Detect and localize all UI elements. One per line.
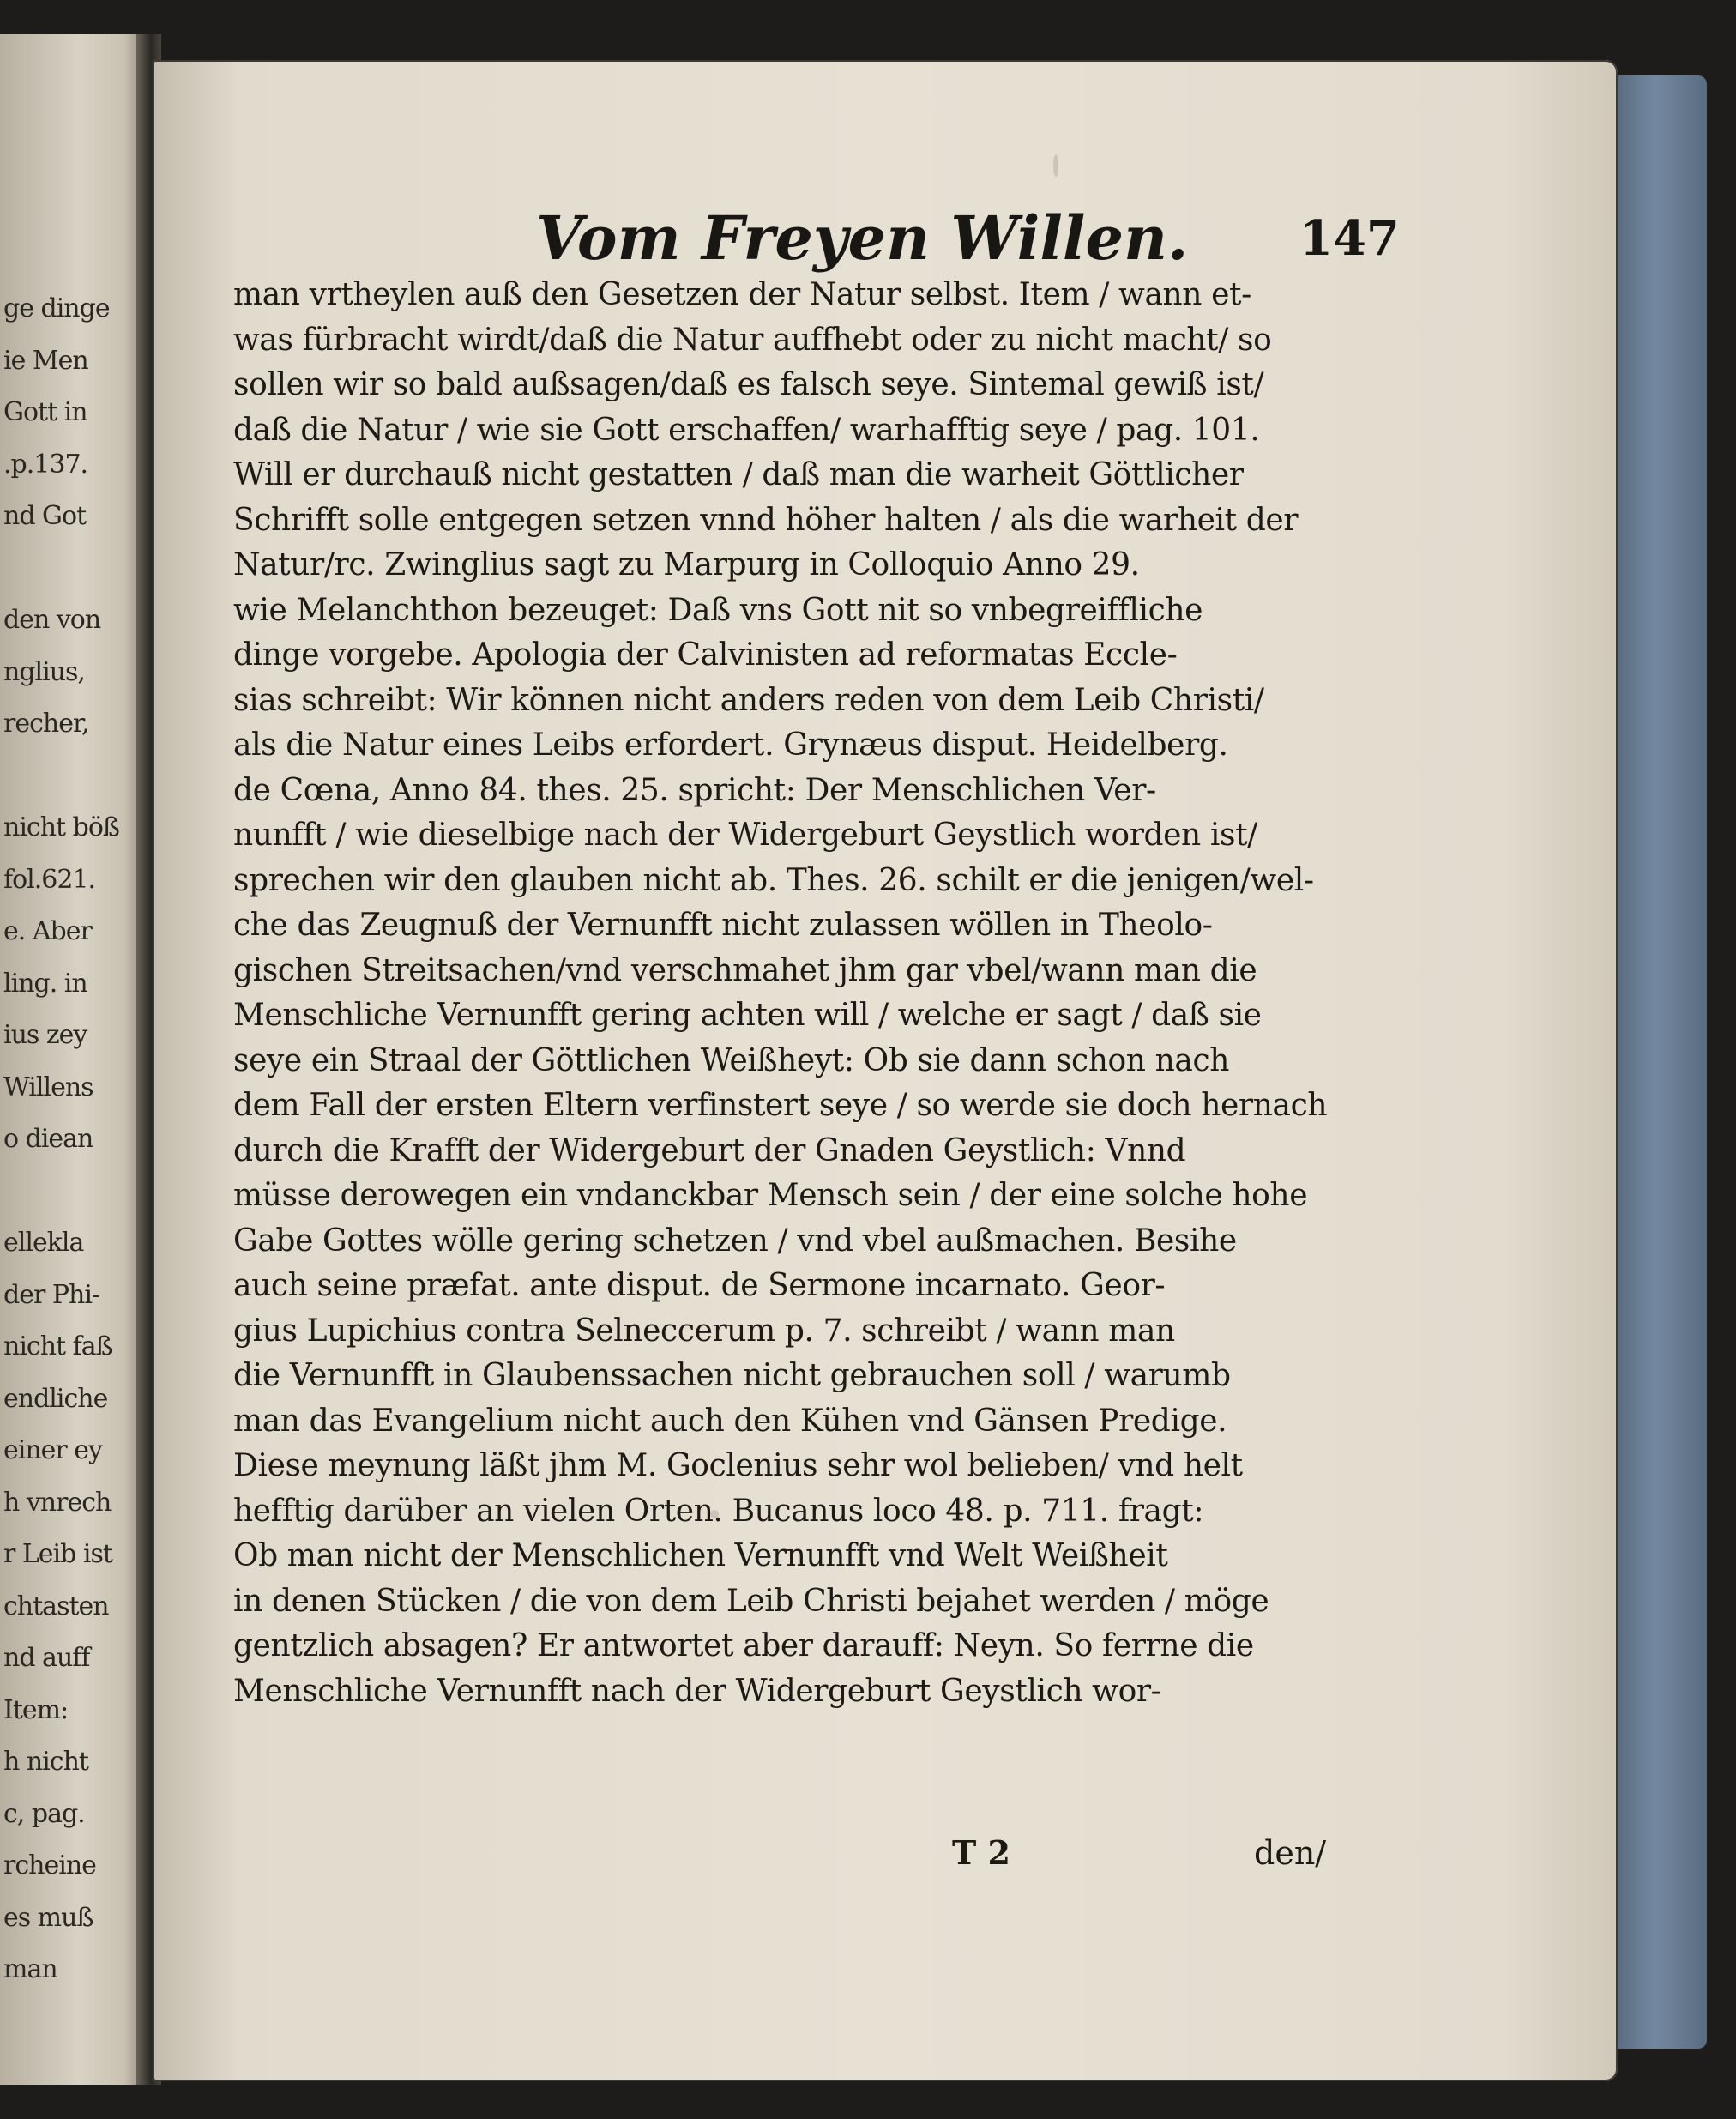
left-margin-line: nicht böß [3, 812, 119, 842]
page-header [347, 125, 1400, 274]
page-number: 147 [1299, 210, 1400, 267]
left-margin-line: endliche [3, 1383, 108, 1414]
text-line: was fürbracht wirdt/daß die Natur auffhebt oder zu nicht macht/ so [233, 322, 1272, 358]
text-line: dinge vorgebe. Apologia der Calvinisten ad reformatas Eccle- [233, 637, 1178, 673]
text-line: seye ein Straal der Göttlichen Weißheyt: Ob sie dann schon nach [233, 1042, 1229, 1078]
text-line: Diese meynung läßt jhm M. Goclenius sehr wol belieben/ vnd helt [233, 1448, 1243, 1483]
left-margin-line: Item: [3, 1694, 69, 1725]
text-line: Gabe Gottes wölle gering schetzen / vnd vbel außmachen. Besihe [233, 1222, 1237, 1259]
left-margin-line [3, 758, 141, 795]
text-line: durch die Krafft der Widergeburt der Gnaden Geystlich: Vnnd [233, 1132, 1186, 1168]
body-text [233, 273, 1328, 1714]
text-line: Menschliche Vernunfft nach der Widergeburt Geystlich wor- [233, 1673, 1161, 1709]
left-margin-line: recher, [3, 709, 89, 739]
text-line: Ob man nicht der Menschlichen Vernunfft vnd Welt Weißheit [233, 1538, 1168, 1573]
left-margin-line: e. Aber [3, 916, 92, 946]
signature-mark: T 2 [952, 1833, 1010, 1872]
text-line: auch seine præfat. ante disput. de Sermone incarnato. Geor- [233, 1268, 1166, 1303]
blue-board-edge [1611, 75, 1707, 2049]
text-line: gius Lupichius contra Selneccerum p. 7. schreibt / wann man [233, 1313, 1175, 1349]
left-margin-line: den von [3, 605, 101, 635]
left-margin-line: man [3, 1954, 57, 1984]
left-margin-line: Willens [3, 1072, 93, 1102]
running-title: Vom Freyen Willen. [536, 202, 1189, 274]
text-line: man das Evangelium nicht auch den Kühen vnd Gänsen Predige. [233, 1403, 1227, 1439]
left-margin-line: o diean [3, 1124, 93, 1154]
text-line: Schrifft solle entgegen setzen vnnd höher halten / als die warheit der [233, 502, 1299, 538]
left-margin-line: .p.137. [3, 449, 88, 480]
text-line: müsse derowegen ein vndanckbar Mensch sein / der eine solche hohe [233, 1178, 1308, 1213]
left-margin-line: ius zey [3, 1020, 87, 1050]
text-line: de Cœna, Anno 84. thes. 25. spricht: Der Menschlichen Ver- [233, 772, 1156, 808]
text-line: die Vernunfft in Glaubenssachen nicht gebrauchen soll / warumb [233, 1358, 1231, 1393]
text-line: gentzlich absagen? Er antwortet aber darauff: Neyn. So ferrne die [233, 1628, 1254, 1663]
left-margin-line: h nicht [3, 1747, 88, 1777]
left-margin-line: rcheine [3, 1850, 96, 1881]
left-margin-line: es muß [3, 1902, 93, 1933]
left-margin-line: nicht faß [3, 1331, 112, 1361]
text-line: wie Melanchthon bezeuget: Daß vns Gott nit so vnbegreiffliche [233, 592, 1203, 628]
text-line: sprechen wir den glauben nicht ab. Thes. 26. schilt er die jenigen/wel- [233, 862, 1314, 898]
left-margin-line: c, pag. [3, 1798, 85, 1829]
left-margin-line: nglius, [3, 656, 85, 687]
left-margin-line: r Leib ist [3, 1539, 112, 1569]
left-margin-line: ge dinge [3, 293, 110, 323]
text-line: Will er durchauß nicht gestatten / daß man die warheit Göttlicher [233, 457, 1244, 492]
left-margin-line: ie Men [3, 345, 88, 376]
left-margin-line: nd auff [3, 1643, 90, 1673]
left-margin-line: ellekla [3, 1228, 84, 1258]
catchword: den/ [1254, 1834, 1327, 1872]
text-line: man vrtheylen auß den Gesetzen der Natur selbst. Item / wann et- [233, 277, 1251, 312]
text-line: sias schreibt: Wir können nicht anders reden von dem Leib Christi/ [233, 682, 1264, 718]
left-margin-line: einer ey [3, 1435, 103, 1465]
left-margin-line: Gott in [3, 397, 87, 427]
text-line: Natur/rc. Zwinglius sagt zu Marpurg in Colloquio Anno 29. [233, 547, 1140, 583]
page-footer [233, 1827, 1327, 1879]
text-line: hefftig darüber an vielen Orten. Bucanus loco 48. p. 711. fragt: [233, 1493, 1204, 1529]
left-margin-line: der Phi- [3, 1279, 100, 1310]
left-margin-line: h vnrech [3, 1487, 112, 1518]
left-margin-line: ling. in [3, 968, 87, 999]
text-line: gischen Streitsachen/vnd verschmahet jhm gar vbel/wann man die [233, 952, 1257, 988]
left-margin-line: fol.621. [3, 864, 96, 895]
left-margin-line [3, 550, 141, 588]
left-page-fragment [0, 34, 146, 2085]
text-line: dem Fall der ersten Eltern verfinstert seye / so werde sie doch hernach [233, 1088, 1328, 1123]
left-margin-line: nd Got [3, 501, 87, 531]
text-line: Menschliche Vernunfft gering achten will / welche er sagt / daß sie [233, 998, 1262, 1033]
left-margin-line: chtasten [3, 1591, 109, 1621]
left-margin-line [3, 1173, 141, 1210]
text-line: sollen wir so bald außsagen/daß es falsch seye. Sintemal gewiß ist/ [233, 367, 1264, 402]
text-line: daß die Natur / wie sie Gott erschaffen/ warhafftig seye / pag. 101. [233, 412, 1260, 448]
text-line: in denen Stücken / die von dem Leib Christi bejahet werden / möge [233, 1583, 1269, 1619]
text-line: nunfft / wie dieselbige nach der Widergeburt Geystlich worden ist/ [233, 818, 1257, 853]
text-line: che das Zeugnuß der Vernunfft nicht zulassen wöllen in Theolo- [233, 908, 1213, 943]
text-line: als die Natur eines Leibs erfordert. Grynæus disput. Heidelberg. [233, 727, 1228, 763]
